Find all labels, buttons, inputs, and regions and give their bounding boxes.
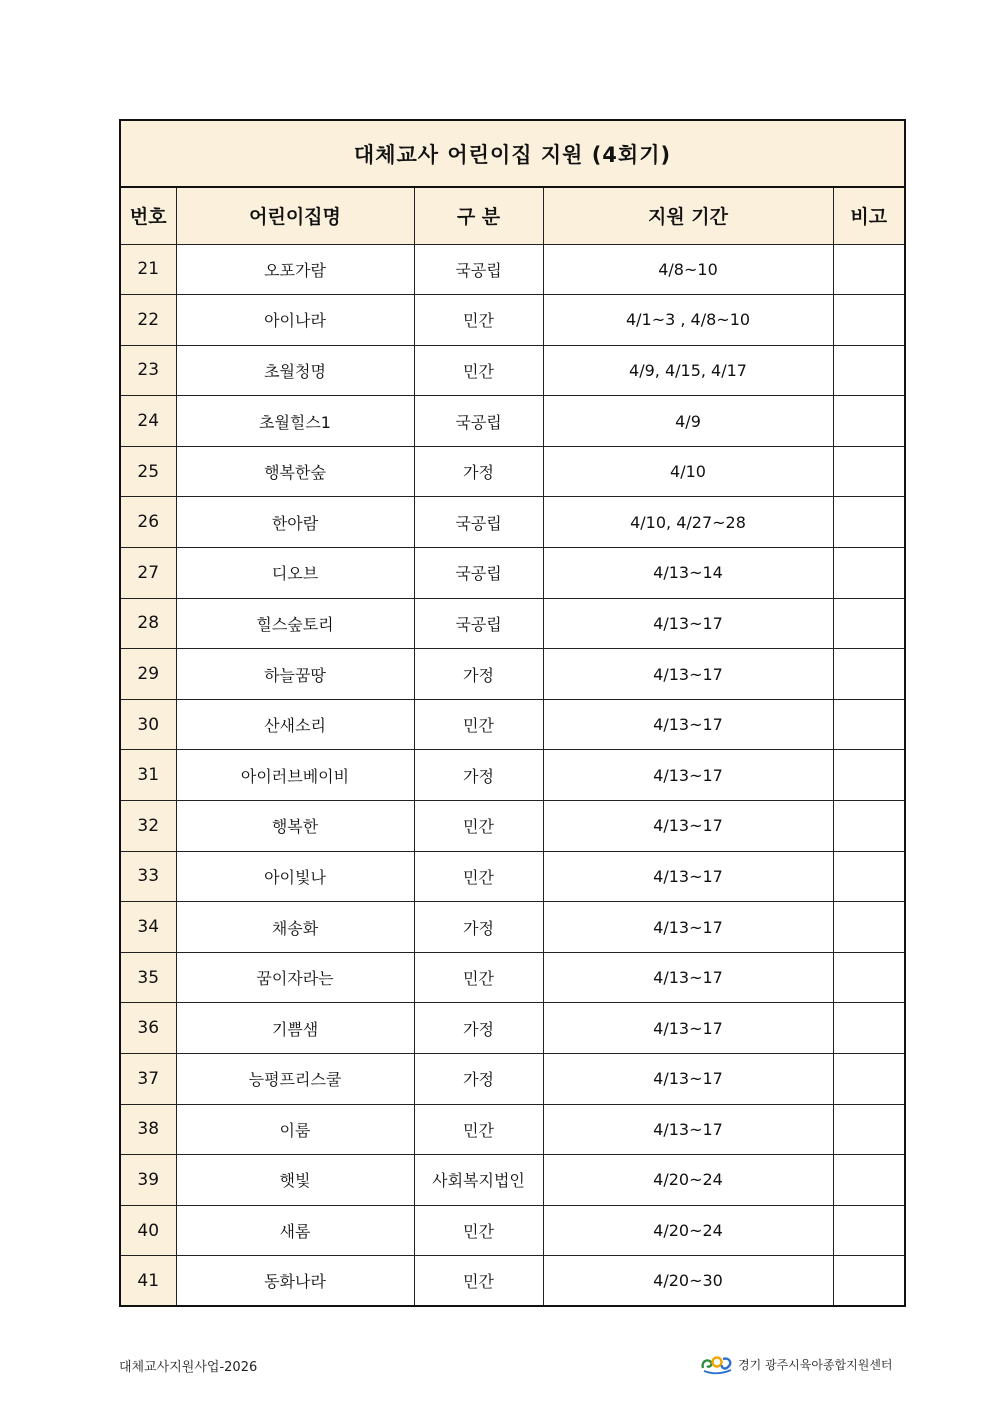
row-type: 국공립 — [414, 396, 543, 447]
row-period: 4/13~17 — [543, 699, 833, 750]
row-note — [833, 396, 905, 447]
row-note — [833, 1205, 905, 1256]
row-note — [833, 548, 905, 599]
row-number: 38 — [120, 1104, 176, 1155]
row-name: 이룸 — [176, 1104, 414, 1155]
table-row — [120, 952, 905, 1003]
row-period: 4/13~17 — [543, 801, 833, 852]
row-period: 4/13~17 — [543, 902, 833, 953]
row-type: 사회복지법인 — [414, 1155, 543, 1206]
table-row — [120, 295, 905, 346]
row-period: 4/13~17 — [543, 598, 833, 649]
row-note — [833, 244, 905, 295]
row-type: 민간 — [414, 1104, 543, 1155]
row-name: 아이나라 — [176, 295, 414, 346]
row-period: 4/9 — [543, 396, 833, 447]
row-number: 26 — [120, 497, 176, 548]
row-type: 민간 — [414, 699, 543, 750]
footer-org — [700, 1352, 910, 1376]
table-row — [120, 1256, 905, 1307]
row-period: 4/10 — [543, 446, 833, 497]
row-number: 31 — [120, 750, 176, 801]
table-title: 대체교사 어린이집 지원 (4회기) — [120, 120, 905, 187]
footer-org-name: 경기 광주시육아종합지원센터 — [738, 1357, 893, 1372]
row-number: 41 — [120, 1256, 176, 1307]
row-number: 22 — [120, 295, 176, 346]
row-note — [833, 1003, 905, 1054]
row-name: 아이러브베이비 — [176, 750, 414, 801]
table-row — [120, 699, 905, 750]
row-period: 4/13~17 — [543, 851, 833, 902]
row-name: 동화나라 — [176, 1256, 414, 1307]
row-period: 4/13~17 — [543, 952, 833, 1003]
row-name: 채송화 — [176, 902, 414, 953]
row-number: 28 — [120, 598, 176, 649]
row-period: 4/13~17 — [543, 750, 833, 801]
table-row — [120, 1104, 905, 1155]
row-number: 36 — [120, 1003, 176, 1054]
row-note — [833, 649, 905, 700]
table-row — [120, 598, 905, 649]
table-row — [120, 902, 905, 953]
row-period: 4/13~17 — [543, 649, 833, 700]
row-type: 가정 — [414, 1054, 543, 1105]
row-type: 민간 — [414, 295, 543, 346]
row-number: 35 — [120, 952, 176, 1003]
row-note — [833, 1155, 905, 1206]
row-number: 34 — [120, 902, 176, 953]
header-type: 구 분 — [414, 187, 543, 244]
table-row — [120, 1155, 905, 1206]
row-note — [833, 345, 905, 396]
row-number: 32 — [120, 801, 176, 852]
row-type: 국공립 — [414, 244, 543, 295]
row-period: 4/13~17 — [543, 1104, 833, 1155]
row-type: 가정 — [414, 446, 543, 497]
row-note — [833, 1104, 905, 1155]
row-name: 하늘꿈땅 — [176, 649, 414, 700]
row-number: 27 — [120, 548, 176, 599]
row-type: 국공립 — [414, 548, 543, 599]
table-row — [120, 1003, 905, 1054]
row-number: 25 — [120, 446, 176, 497]
row-type: 민간 — [414, 801, 543, 852]
row-name: 꿈이자라는 — [176, 952, 414, 1003]
row-type: 민간 — [414, 1205, 543, 1256]
row-type: 가정 — [414, 902, 543, 953]
row-note — [833, 497, 905, 548]
header-no: 번호 — [120, 187, 176, 244]
row-name: 한아람 — [176, 497, 414, 548]
table-row — [120, 851, 905, 902]
table-row — [120, 497, 905, 548]
row-note — [833, 750, 905, 801]
row-number: 21 — [120, 244, 176, 295]
footer-program-label: 대체교사지원사업-2026 — [119, 1360, 258, 1375]
row-number: 39 — [120, 1155, 176, 1206]
support-table — [119, 119, 906, 1307]
table-row — [120, 1205, 905, 1256]
row-number: 40 — [120, 1205, 176, 1256]
row-period: 4/13~17 — [543, 1003, 833, 1054]
header-row — [120, 187, 905, 244]
row-number: 23 — [120, 345, 176, 396]
row-name: 새롬 — [176, 1205, 414, 1256]
row-note — [833, 1054, 905, 1105]
row-name: 힐스숲토리 — [176, 598, 414, 649]
row-type: 민간 — [414, 952, 543, 1003]
row-period: 4/13~14 — [543, 548, 833, 599]
center-logo-icon — [700, 1353, 734, 1375]
table-row — [120, 801, 905, 852]
row-period: 4/1~3 , 4/8~10 — [543, 295, 833, 346]
row-note — [833, 598, 905, 649]
table-row — [120, 244, 905, 295]
row-type: 가정 — [414, 649, 543, 700]
row-note — [833, 902, 905, 953]
row-name: 행복한 — [176, 801, 414, 852]
row-period: 4/10, 4/27~28 — [543, 497, 833, 548]
header-name: 어린이집명 — [176, 187, 414, 244]
header-period: 지원 기간 — [543, 187, 833, 244]
table-row — [120, 345, 905, 396]
row-name: 능평프리스쿨 — [176, 1054, 414, 1105]
row-name: 아이빛나 — [176, 851, 414, 902]
row-note — [833, 851, 905, 902]
table-row — [120, 649, 905, 700]
row-note — [833, 1256, 905, 1307]
table-row — [120, 396, 905, 447]
row-type: 민간 — [414, 345, 543, 396]
row-period: 4/13~17 — [543, 1054, 833, 1105]
row-period: 4/20~30 — [543, 1256, 833, 1307]
row-name: 산새소리 — [176, 699, 414, 750]
table-row — [120, 750, 905, 801]
row-note — [833, 446, 905, 497]
row-name: 오포가람 — [176, 244, 414, 295]
row-name: 디오브 — [176, 548, 414, 599]
row-number: 33 — [120, 851, 176, 902]
row-number: 29 — [120, 649, 176, 700]
row-period: 4/9, 4/15, 4/17 — [543, 345, 833, 396]
table-row — [120, 548, 905, 599]
row-name: 기쁨샘 — [176, 1003, 414, 1054]
row-type: 국공립 — [414, 598, 543, 649]
row-name: 햇빛 — [176, 1155, 414, 1206]
table-row — [120, 446, 905, 497]
row-note — [833, 699, 905, 750]
row-period: 4/20~24 — [543, 1205, 833, 1256]
row-number: 30 — [120, 699, 176, 750]
row-type: 국공립 — [414, 497, 543, 548]
row-number: 24 — [120, 396, 176, 447]
row-period: 4/20~24 — [543, 1155, 833, 1206]
row-period: 4/8~10 — [543, 244, 833, 295]
row-type: 민간 — [414, 1256, 543, 1307]
header-note: 비고 — [833, 187, 905, 244]
row-name: 초월힐스1 — [176, 396, 414, 447]
row-name: 초월청명 — [176, 345, 414, 396]
row-type: 가정 — [414, 1003, 543, 1054]
row-note — [833, 295, 905, 346]
row-note — [833, 952, 905, 1003]
table-row — [120, 1054, 905, 1105]
row-note — [833, 801, 905, 852]
row-type: 가정 — [414, 750, 543, 801]
row-name: 행복한숲 — [176, 446, 414, 497]
row-number: 37 — [120, 1054, 176, 1105]
row-type: 민간 — [414, 851, 543, 902]
